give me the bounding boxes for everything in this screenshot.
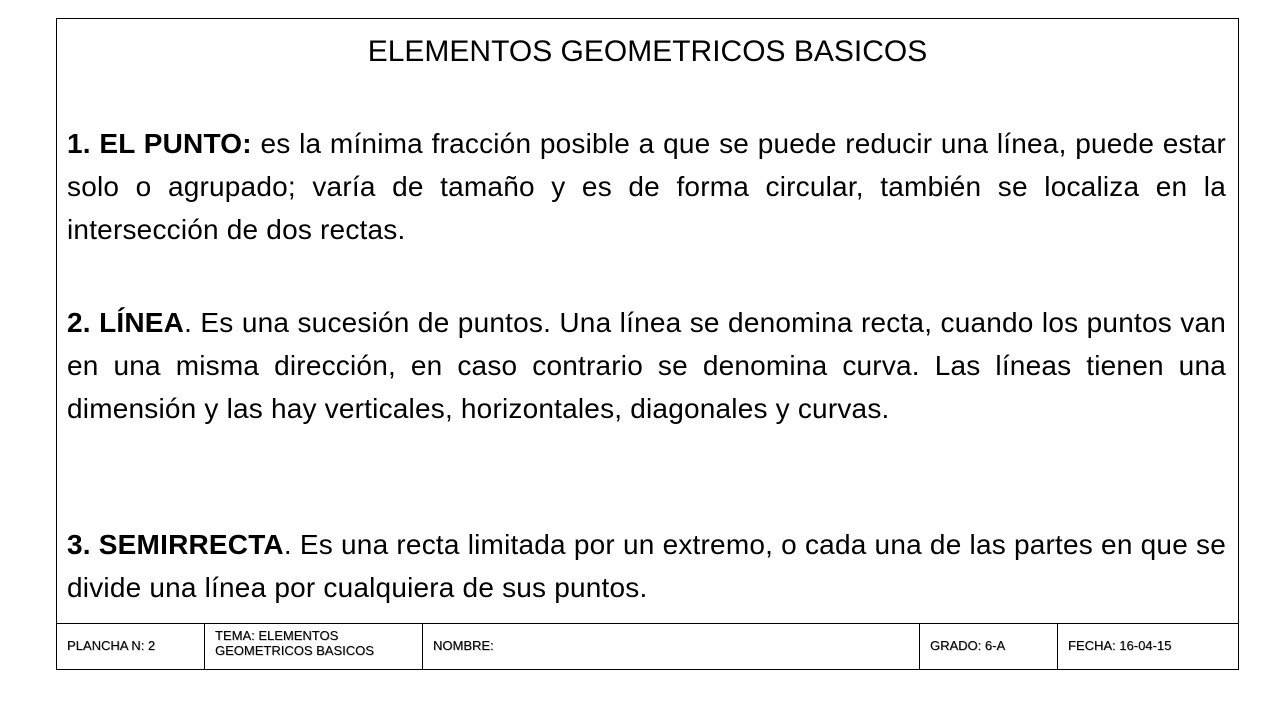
section-text: . Es una sucesión de puntos. Una línea se denomina recta, cuando los puntos van en una misma dirección, en caso contrario se denomina curva. Las líneas tienen una dimensión y las hay verticales, horizontales, diagonales y curvas. — [67, 307, 1226, 424]
drawing-sheet — [56, 18, 1239, 670]
grado-cell: GRADO: 6-A — [920, 624, 1058, 669]
tema-cell — [205, 624, 423, 669]
section-heading: 2. LÍNEA — [67, 307, 185, 338]
section-punto — [67, 122, 1226, 251]
fecha-cell: FECHA: 16-04-15 — [1068, 638, 1172, 653]
sheet-content — [57, 19, 1238, 627]
section-text: es la mínima fracción posible a que se puede reducir una línea, puede estar solo o agrupado; varía de tamaño y es de forma circular, también se localiza en la intersección de dos rectas. — [67, 128, 1227, 245]
nombre-cell: NOMBRE: — [423, 624, 920, 669]
tema-line-1: TEMA: ELEMENTOS — [215, 628, 339, 643]
title-block — [57, 623, 1238, 669]
section-semirrecta — [67, 523, 1226, 609]
page-title: ELEMENTOS GEOMETRICOS BASICOS — [367, 35, 928, 68]
section-linea — [67, 301, 1226, 430]
tema-line-2: GEOMETRICOS BASICOS — [215, 643, 374, 658]
section-heading: 1. EL PUNTO: — [67, 128, 252, 159]
plancha-cell: PLANCHA N: 2 — [57, 624, 205, 669]
section-heading: 3. SEMIRRECTA — [67, 529, 284, 560]
section-text: . Es una recta limitada por un extremo, o cada una de las partes en que se divide una línea por cualquiera de sus puntos. — [67, 529, 1226, 603]
